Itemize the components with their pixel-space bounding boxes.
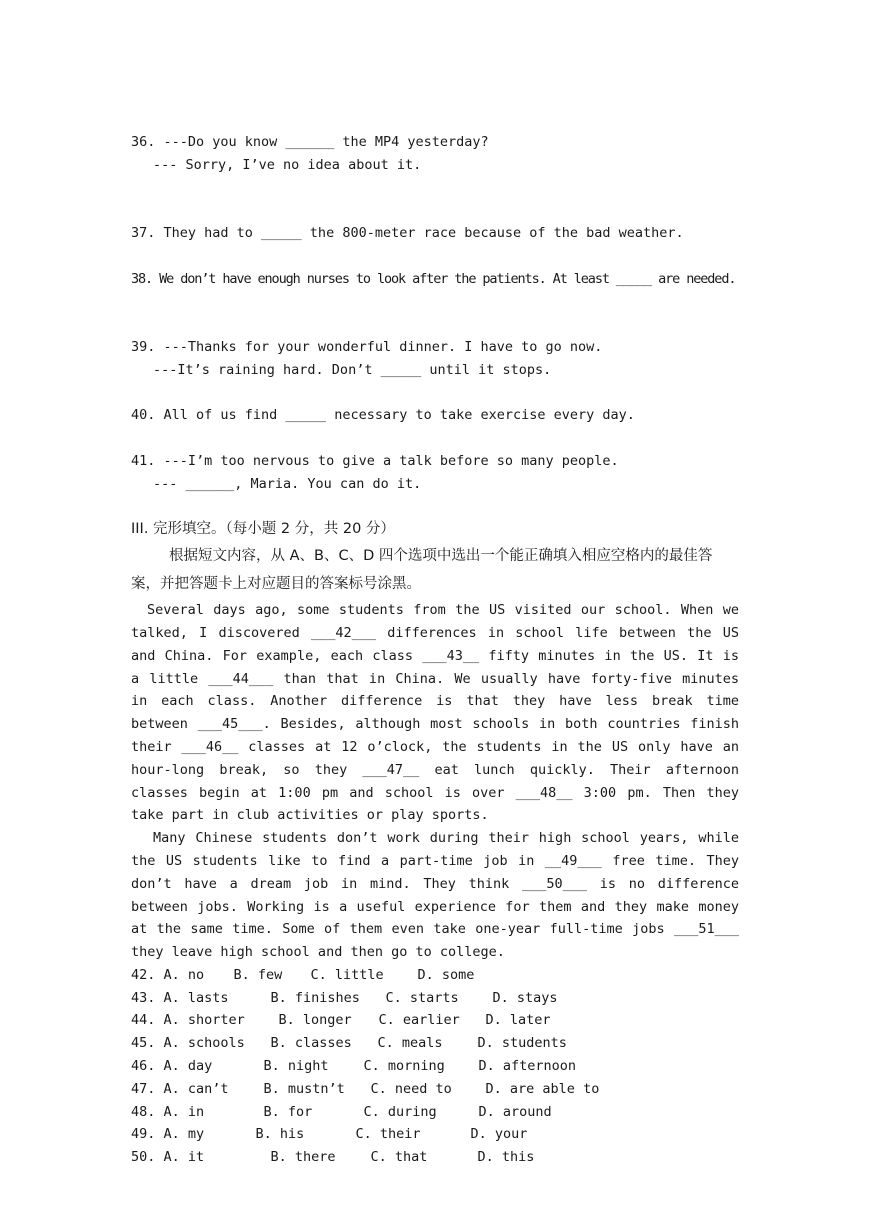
- option-c: C. little: [310, 966, 384, 983]
- q36-options-row1: [131, 176, 739, 199]
- option-a: A. my: [163, 1126, 205, 1143]
- option-c: C. that: [370, 1149, 428, 1166]
- passage-paragraph-1: Several days ago, some students from the US visited our school. When we talked, I discovered ___42___ differences in school life between the US and China. For example, each class ___43__ fifty minutes in the US. It is a little ___44___ than that in China. We usually have forty-five minutes in each class. Another difference is that they have less break time between ___45___. Besides, although most schools in both countries finish their ___46__ classes at 12 o’clock, the students in the US only have an hour-long break, so they ___47__ eat lunch quickly. Their afternoon classes begin at 1:00 pm and school is over ___48__ 3:00 pm. Then they take part in club activities or play sports.: [131, 602, 739, 824]
- option-b: B. mustn’t: [263, 1080, 345, 1097]
- question-number: 50.: [131, 1149, 156, 1166]
- question-number: 47.: [131, 1080, 156, 1097]
- option-a: A. day: [163, 1058, 213, 1075]
- question-number: 45.: [131, 1035, 156, 1052]
- option-a: A. schools: [163, 1035, 245, 1052]
- option-d: D. this: [477, 1149, 535, 1166]
- q38-options-row1: [131, 290, 739, 313]
- option-a: A. can’t: [163, 1080, 229, 1097]
- q36-stem: 36. ---Do you know ______ the MP4 yesterday?: [131, 133, 489, 150]
- option-a: A. shorter: [163, 1012, 245, 1029]
- option-d: D. later: [485, 1012, 551, 1029]
- option-b: B. his: [255, 1126, 305, 1143]
- option-d: D. students: [477, 1035, 567, 1052]
- q39-reply: ---It’s raining hard. Don’t _____ until it stops.: [153, 361, 552, 378]
- option-d: D. afternoon: [478, 1058, 577, 1075]
- option-b: B. finishes: [270, 989, 360, 1006]
- option-a: A. in: [163, 1103, 205, 1120]
- option-b: B. few: [233, 966, 283, 983]
- q36-reply: --- Sorry, I’ve no idea about it.: [153, 156, 422, 173]
- cloze-option-row: [131, 1101, 739, 1124]
- q41-options: [131, 496, 739, 519]
- option-b: B. longer: [278, 1012, 352, 1029]
- cloze-options-list: [131, 964, 739, 1169]
- option-c: C. need to: [370, 1080, 452, 1097]
- q38-stem: 38. We don’t have enough nurses to look after the patients. At least _____ are needed.: [131, 270, 736, 287]
- option-b: B. night: [263, 1058, 329, 1075]
- q37-options: [131, 245, 739, 268]
- question-number: 46.: [131, 1058, 156, 1075]
- exam-page: [131, 108, 739, 1169]
- cloze-option-row: [131, 1123, 739, 1146]
- question-number: 44.: [131, 1012, 156, 1029]
- option-d: D. are able to: [485, 1080, 600, 1097]
- q36-options-row2: [131, 199, 739, 222]
- section-heading: III. 完形填空。（每小题 2 分，共 20 分）: [131, 521, 395, 538]
- q41-stem: 41. ---I’m too nervous to give a talk before so many people.: [131, 452, 619, 469]
- option-b: B. classes: [270, 1035, 352, 1052]
- section-instruction: 根据短文内容，从 A、B、C、D 四个选项中选出一个能正确填入相应空格内的最佳答案，并把答题卡上对应题目的答案标号涂黑。: [131, 548, 713, 593]
- option-d: D. around: [478, 1103, 552, 1120]
- q41-reply: --- ______, Maria. You can do it.: [153, 475, 422, 492]
- passage-paragraph-2: Many Chinese students don’t work during their high school years, while the US students like to find a part-time job in __49___ free time. They don’t have a dream job in mind. They think ___50___ is no difference between jobs. Working is a useful experience for them and they make money at the same time. Some of them even take one-year full-time jobs ___51___ they leave high school and then go to college.: [131, 830, 739, 961]
- q35-options: [131, 108, 739, 131]
- cloze-option-row: [131, 1009, 739, 1032]
- cloze-option-row: [131, 987, 739, 1010]
- q38-options-row2: [131, 313, 739, 336]
- q40-stem: 40. All of us find _____ necessary to take exercise every day.: [131, 407, 635, 424]
- option-d: D. your: [470, 1126, 528, 1143]
- cloze-option-row: [131, 964, 739, 987]
- cloze-option-row: [131, 1078, 739, 1101]
- option-c: C. meals: [377, 1035, 443, 1052]
- option-d: D. some: [417, 966, 475, 983]
- option-c: C. starts: [385, 989, 459, 1006]
- q39-options: [131, 382, 739, 405]
- cloze-option-row: [131, 1146, 739, 1169]
- option-a: A. it: [163, 1149, 205, 1166]
- cloze-option-row: [131, 1055, 739, 1078]
- question-number: 48.: [131, 1103, 156, 1120]
- question-number: 43.: [131, 989, 156, 1006]
- q37-stem: 37. They had to _____ the 800-meter race because of the bad weather.: [131, 224, 684, 241]
- option-c: C. morning: [363, 1058, 445, 1075]
- option-c: C. earlier: [378, 1012, 460, 1029]
- q39-stem: 39. ---Thanks for your wonderful dinner. I have to go now.: [131, 338, 603, 355]
- option-a: A. no: [163, 966, 205, 983]
- option-c: C. during: [363, 1103, 437, 1120]
- option-b: B. there: [270, 1149, 336, 1166]
- option-c: C. their: [355, 1126, 421, 1143]
- question-number: 49.: [131, 1126, 156, 1143]
- cloze-option-row: [131, 1032, 739, 1055]
- option-a: A. lasts: [163, 989, 229, 1006]
- question-number: 42.: [131, 966, 156, 983]
- option-b: B. for: [263, 1103, 313, 1120]
- q40-options: [131, 427, 739, 450]
- option-d: D. stays: [492, 989, 558, 1006]
